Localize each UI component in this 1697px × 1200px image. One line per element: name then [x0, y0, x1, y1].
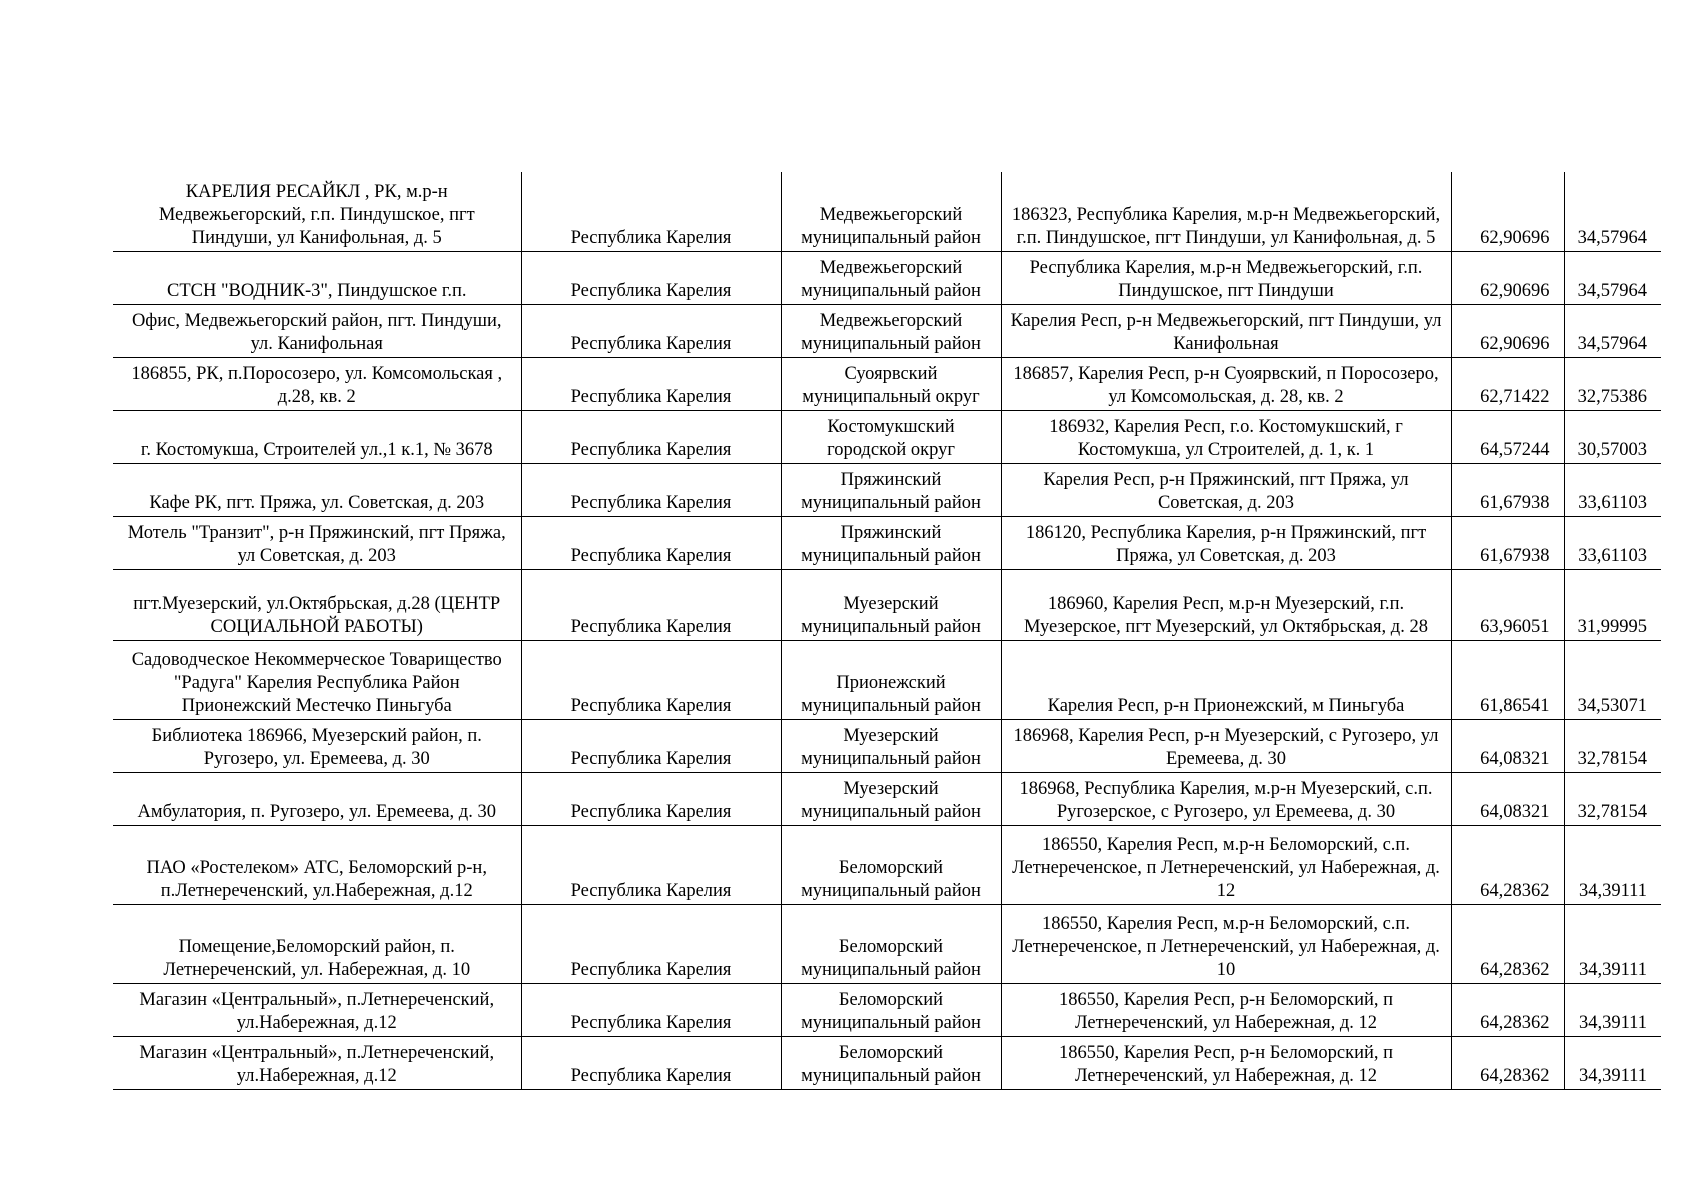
region-cell: Республика Карелия: [521, 357, 781, 410]
address-cell: пгт.Муезерский, ул.Октябрьская, д.28 (ЦЕНТР СОЦИАЛЬНОЙ РАБОТЫ): [113, 569, 521, 640]
table-row: [113, 904, 1661, 983]
municipality-cell: Муезерский муниципальный район: [781, 772, 1001, 825]
full-address-cell: 186323, Республика Карелия, м.р-н Медвежьегорский, г.п. Пиндушское, пгт Пиндуши, ул Канифольная, д. 5: [1001, 172, 1451, 251]
longitude-cell: 32,78154: [1564, 719, 1661, 772]
table-row: [113, 463, 1661, 516]
municipality-cell: Костомукшский городской округ: [781, 410, 1001, 463]
municipality-cell: Беломорский муниципальный район: [781, 983, 1001, 1036]
region-cell: Республика Карелия: [521, 463, 781, 516]
table-row: [113, 1036, 1661, 1089]
municipality-cell: Муезерский муниципальный район: [781, 569, 1001, 640]
municipality-cell: Медвежьегорский муниципальный район: [781, 251, 1001, 304]
table-row: [113, 719, 1661, 772]
address-table: [113, 172, 1661, 1090]
table-row: [113, 251, 1661, 304]
region-cell: Республика Карелия: [521, 983, 781, 1036]
address-cell: ПАО «Ростелеком» АТС, Беломорский р-н, п.Летнереченский, ул.Набережная, д.12: [113, 825, 521, 904]
table-row: [113, 516, 1661, 569]
full-address-cell: 186968, Карелия Респ, р-н Муезерский, с Ругозеро, ул Еремеева, д. 30: [1001, 719, 1451, 772]
address-cell: Магазин «Центральный», п.Летнереченский, ул.Набережная, д.12: [113, 1036, 521, 1089]
longitude-cell: 32,75386: [1564, 357, 1661, 410]
region-cell: Республика Карелия: [521, 172, 781, 251]
latitude-cell: 64,08321: [1451, 719, 1564, 772]
longitude-cell: 33,61103: [1564, 463, 1661, 516]
full-address-cell: Республика Карелия, м.р-н Медвежьегорский, г.п. Пиндушское, пгт Пиндуши: [1001, 251, 1451, 304]
full-address-cell: 186960, Карелия Респ, м.р-н Муезерский, г.п. Муезерское, пгт Муезерский, ул Октябрьская, д. 28: [1001, 569, 1451, 640]
latitude-cell: 62,90696: [1451, 251, 1564, 304]
address-cell: Мотель "Транзит", р-н Пряжинский, пгт Пряжа, ул Советская, д. 203: [113, 516, 521, 569]
latitude-cell: 63,96051: [1451, 569, 1564, 640]
region-cell: Республика Карелия: [521, 251, 781, 304]
full-address-cell: Карелия Респ, р-н Медвежьегорский, пгт Пиндуши, ул Канифольная: [1001, 304, 1451, 357]
table-row: [113, 410, 1661, 463]
table-row: [113, 172, 1661, 251]
municipality-cell: Пряжинский муниципальный район: [781, 463, 1001, 516]
table-row: [113, 304, 1661, 357]
region-cell: Республика Карелия: [521, 410, 781, 463]
longitude-cell: 33,61103: [1564, 516, 1661, 569]
latitude-cell: 62,90696: [1451, 304, 1564, 357]
region-cell: Республика Карелия: [521, 1036, 781, 1089]
longitude-cell: 34,57964: [1564, 304, 1661, 357]
address-cell: 186855, РК, п.Поросозеро, ул. Комсомольская , д.28, кв. 2: [113, 357, 521, 410]
latitude-cell: 64,28362: [1451, 1036, 1564, 1089]
table-row: [113, 983, 1661, 1036]
municipality-cell: Пряжинский муниципальный район: [781, 516, 1001, 569]
longitude-cell: 34,39111: [1564, 983, 1661, 1036]
address-cell: г. Костомукша, Строителей ул.,1 к.1, № 3678: [113, 410, 521, 463]
table-row: [113, 357, 1661, 410]
address-cell: Библиотека 186966, Муезерский район, п. Ругозеро, ул. Еремеева, д. 30: [113, 719, 521, 772]
region-cell: Республика Карелия: [521, 772, 781, 825]
full-address-cell: 186550, Карелия Респ, р-н Беломорский, п Летнереченский, ул Набережная, д. 12: [1001, 983, 1451, 1036]
longitude-cell: 32,78154: [1564, 772, 1661, 825]
address-cell: Кафе РК, пгт. Пряжа, ул. Советская, д. 203: [113, 463, 521, 516]
municipality-cell: Прионежский муниципальный район: [781, 640, 1001, 719]
latitude-cell: 61,67938: [1451, 516, 1564, 569]
address-cell: Помещение,Беломорский район, п. Летнереченский, ул. Набережная, д. 10: [113, 904, 521, 983]
table-row: [113, 772, 1661, 825]
region-cell: Республика Карелия: [521, 825, 781, 904]
full-address-cell: Карелия Респ, р-н Пряжинский, пгт Пряжа, ул Советская, д. 203: [1001, 463, 1451, 516]
municipality-cell: Муезерский муниципальный район: [781, 719, 1001, 772]
latitude-cell: 64,28362: [1451, 904, 1564, 983]
municipality-cell: Беломорский муниципальный район: [781, 1036, 1001, 1089]
longitude-cell: 34,57964: [1564, 251, 1661, 304]
latitude-cell: 61,86541: [1451, 640, 1564, 719]
full-address-cell: 186120, Республика Карелия, р-н Пряжинский, пгт Пряжа, ул Советская, д. 203: [1001, 516, 1451, 569]
longitude-cell: 31,99995: [1564, 569, 1661, 640]
latitude-cell: 64,57244: [1451, 410, 1564, 463]
longitude-cell: 34,39111: [1564, 1036, 1661, 1089]
longitude-cell: 34,53071: [1564, 640, 1661, 719]
full-address-cell: 186932, Карелия Респ, г.о. Костомукшский, г Костомукша, ул Строителей, д. 1, к. 1: [1001, 410, 1451, 463]
longitude-cell: 34,57964: [1564, 172, 1661, 251]
address-cell: КАРЕЛИЯ РЕСАЙКЛ , РК, м.р-н Медвежьегорский, г.п. Пиндушское, пгт Пиндуши, ул Канифольная, д. 5: [113, 172, 521, 251]
table-row: [113, 569, 1661, 640]
longitude-cell: 34,39111: [1564, 904, 1661, 983]
address-cell: Амбулатория, п. Ругозеро, ул. Еремеева, д. 30: [113, 772, 521, 825]
address-cell: Садоводческое Некоммерческое Товарищество "Радуга" Карелия Республика Район Прионежский Местечко Пиньгуба: [113, 640, 521, 719]
municipality-cell: Медвежьегорский муниципальный район: [781, 304, 1001, 357]
latitude-cell: 61,67938: [1451, 463, 1564, 516]
region-cell: Республика Карелия: [521, 904, 781, 983]
region-cell: Республика Карелия: [521, 719, 781, 772]
municipality-cell: Суоярвский муниципальный округ: [781, 357, 1001, 410]
latitude-cell: 62,71422: [1451, 357, 1564, 410]
region-cell: Республика Карелия: [521, 516, 781, 569]
table-body: [113, 172, 1661, 1089]
municipality-cell: Беломорский муниципальный район: [781, 825, 1001, 904]
municipality-cell: Беломорский муниципальный район: [781, 904, 1001, 983]
longitude-cell: 34,39111: [1564, 825, 1661, 904]
full-address-cell: 186550, Карелия Респ, р-н Беломорский, п Летнереченский, ул Набережная, д. 12: [1001, 1036, 1451, 1089]
latitude-cell: 64,08321: [1451, 772, 1564, 825]
full-address-cell: 186550, Карелия Респ, м.р-н Беломорский, с.п. Летнереченское, п Летнереченский, ул Набережная, д. 10: [1001, 904, 1451, 983]
latitude-cell: 64,28362: [1451, 983, 1564, 1036]
latitude-cell: 62,90696: [1451, 172, 1564, 251]
full-address-cell: 186857, Карелия Респ, р-н Суоярвский, п Поросозеро, ул Комсомольская, д. 28, кв. 2: [1001, 357, 1451, 410]
full-address-cell: 186968, Республика Карелия, м.р-н Муезерский, с.п. Ругозерское, с Ругозеро, ул Еремеева, д. 30: [1001, 772, 1451, 825]
region-cell: Республика Карелия: [521, 569, 781, 640]
address-cell: Офис, Медвежьегорский район, пгт. Пиндуши, ул. Канифольная: [113, 304, 521, 357]
full-address-cell: 186550, Карелия Респ, м.р-н Беломорский, с.п. Летнереченское, п Летнереченский, ул Набережная, д. 12: [1001, 825, 1451, 904]
region-cell: Республика Карелия: [521, 304, 781, 357]
table-row: [113, 825, 1661, 904]
latitude-cell: 64,28362: [1451, 825, 1564, 904]
full-address-cell: Карелия Респ, р-н Прионежский, м Пиньгуба: [1001, 640, 1451, 719]
address-cell: Магазин «Центральный», п.Летнереченский, ул.Набережная, д.12: [113, 983, 521, 1036]
region-cell: Республика Карелия: [521, 640, 781, 719]
address-cell: СТСН "ВОДНИК-3", Пиндушское г.п.: [113, 251, 521, 304]
longitude-cell: 30,57003: [1564, 410, 1661, 463]
table-row: [113, 640, 1661, 719]
municipality-cell: Медвежьегорский муниципальный район: [781, 172, 1001, 251]
